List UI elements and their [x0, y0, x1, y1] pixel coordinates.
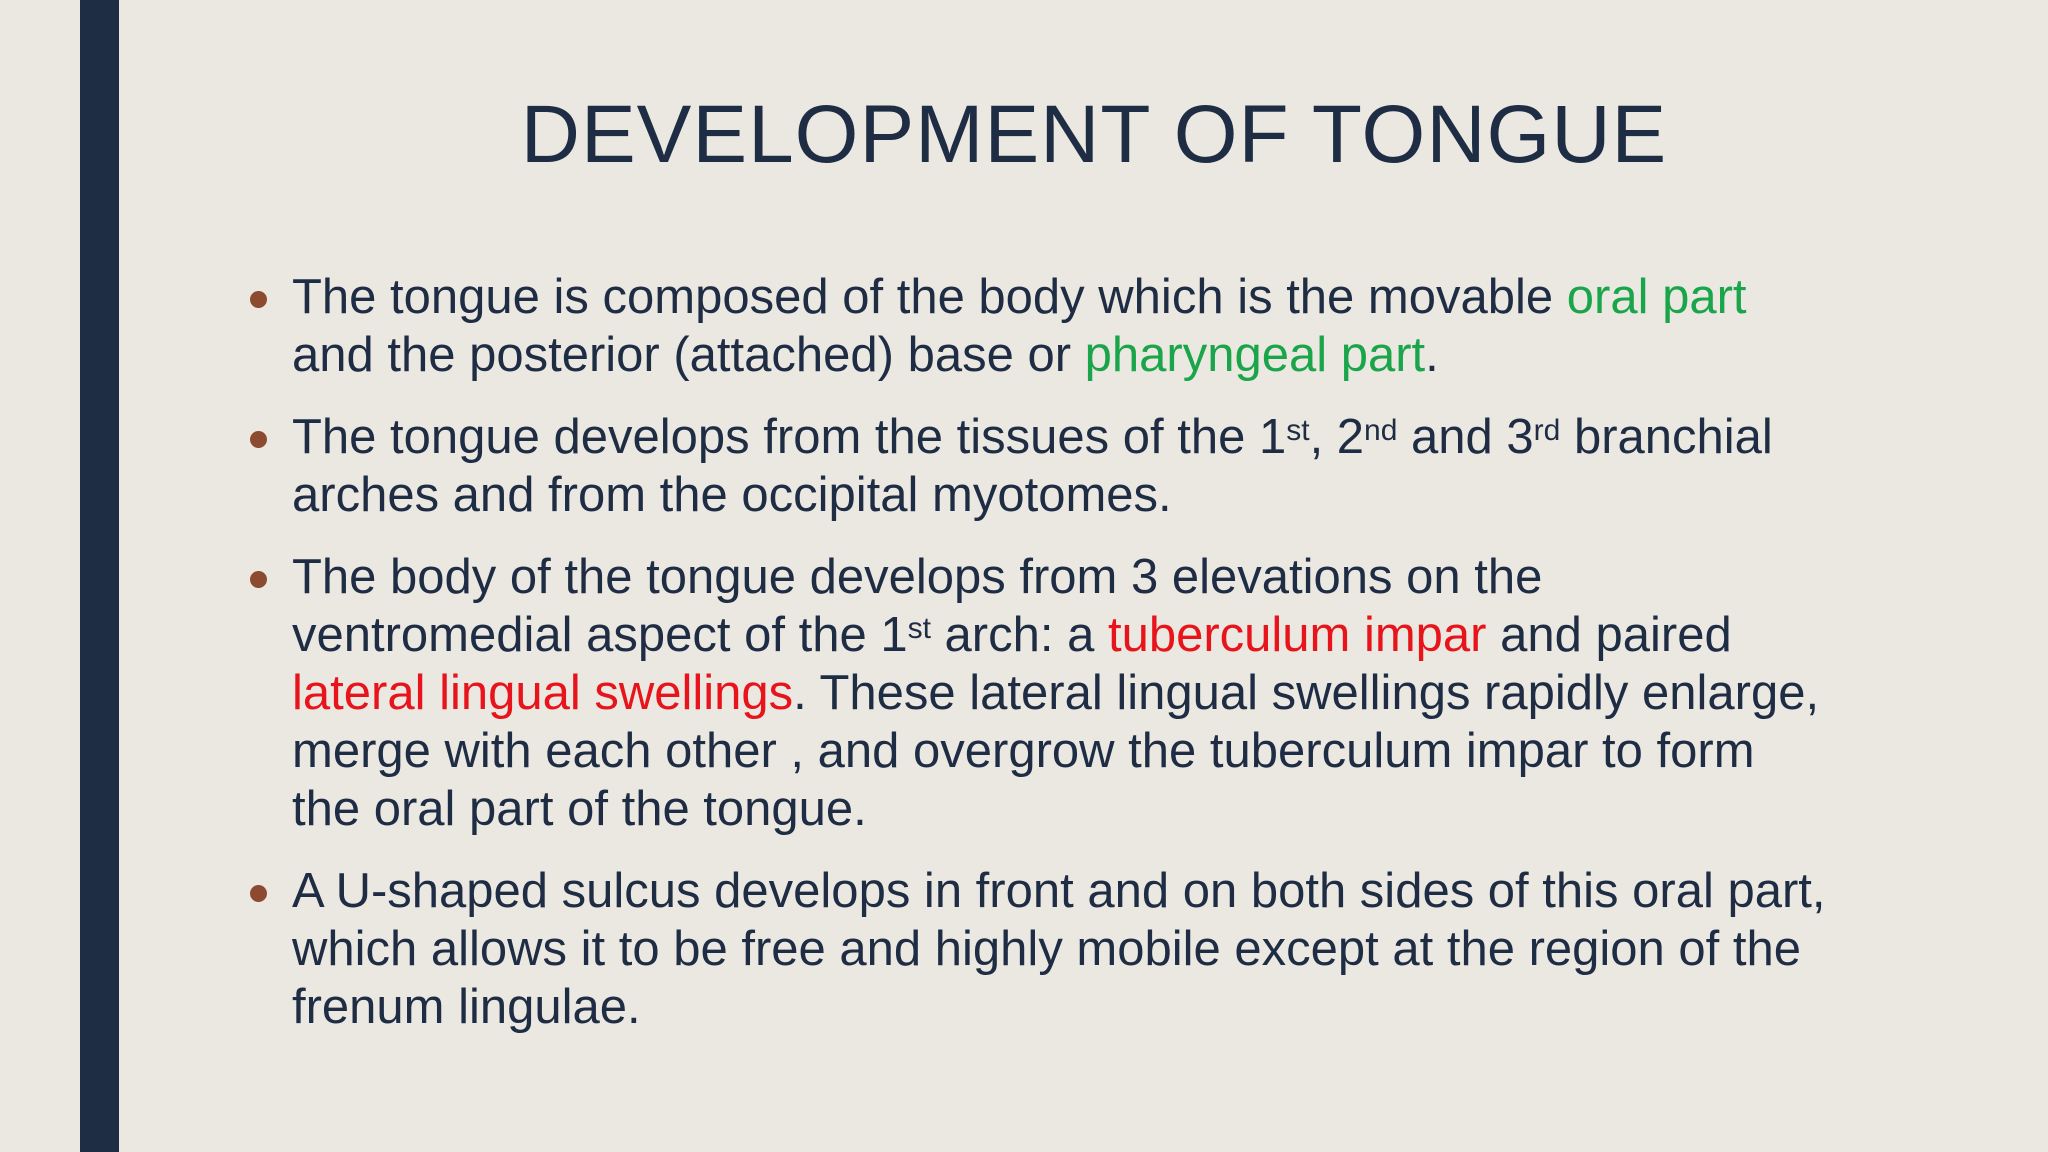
- bullet-text: The tongue is composed of the body which is the movable: [292, 270, 1567, 324]
- slide-title: DEVELOPMENT OF TONGUE: [520, 89, 1668, 180]
- highlight-lateral-lingual-swellings: lateral lingual swellings: [292, 666, 794, 720]
- bullet-text: branchial arches and from the occipital myotomes.: [292, 410, 1773, 522]
- bullet-text: arch: a: [930, 608, 1108, 662]
- bullet-item-body-development: [250, 548, 1830, 838]
- bullet-item-origin: [250, 408, 1830, 524]
- highlight-pharyngeal-part: pharyngeal part: [1084, 328, 1426, 382]
- accent-side-bar: [80, 0, 119, 1152]
- bullet-dot-icon: [250, 571, 267, 588]
- bullet-text: A U-shaped sulcus develops in front and on both sides of this oral part, which allows it to be free and highly mobile except at the region of the frenum lingulae.: [292, 864, 1826, 1034]
- superscript: st: [1286, 413, 1310, 447]
- bullet-item-sulcus: [250, 862, 1830, 1036]
- bullet-text: , 2: [1309, 410, 1365, 464]
- bullet-text: and paired: [1486, 608, 1732, 662]
- bullet-list: [250, 268, 1830, 1060]
- bullet-text: and 3: [1397, 410, 1534, 464]
- bullet-dot-icon: [250, 291, 267, 308]
- bullet-text: The body of the tongue develops from 3 elevations on the ventromedial aspect of the 1: [292, 550, 1543, 662]
- bullet-dot-icon: [250, 431, 267, 448]
- superscript: st: [907, 611, 931, 645]
- bullet-item-composition: [250, 268, 1830, 384]
- bullet-text: .: [1425, 328, 1439, 382]
- highlight-oral-part: oral part: [1566, 270, 1747, 324]
- superscript: nd: [1364, 413, 1398, 447]
- bullet-text: The tongue develops from the tissues of the 1: [292, 410, 1287, 464]
- highlight-tuberculum-impar: tuberculum impar: [1107, 608, 1487, 662]
- bullet-text: . These lateral lingual swellings rapidly enlarge, merge with each other , and overgrow the tuberculum impar to form the oral part of the tongue.: [292, 666, 1820, 836]
- bullet-text: and the posterior (attached) base or: [292, 328, 1085, 382]
- superscript: rd: [1533, 413, 1561, 447]
- bullet-dot-icon: [250, 885, 267, 902]
